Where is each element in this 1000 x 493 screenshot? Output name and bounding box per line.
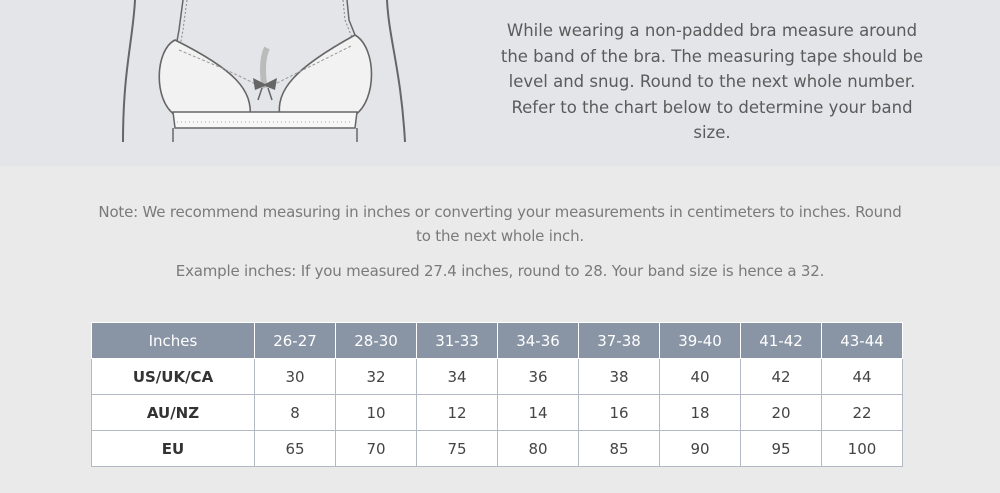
- table-cell: 20: [741, 395, 822, 431]
- table-cell: 30: [255, 359, 336, 395]
- row-header: US/UK/CA: [92, 359, 255, 395]
- table-row: [92, 359, 903, 395]
- table-cell: 44: [822, 359, 903, 395]
- column-header: 39-40: [660, 323, 741, 359]
- table-cell: 65: [255, 431, 336, 467]
- band-size-table: [91, 322, 903, 467]
- table-cell: 70: [336, 431, 417, 467]
- table-cell: 100: [822, 431, 903, 467]
- note-line: Note: We recommend measuring in inches or converting your measurements in centimeters to inches. Round: [98, 203, 902, 221]
- column-header: 31-33: [417, 323, 498, 359]
- measuring-instructions: [496, 18, 928, 146]
- column-header: 26-27: [255, 323, 336, 359]
- note-line: to the next whole inch.: [416, 227, 584, 245]
- table-cell: 32: [336, 359, 417, 395]
- table-cell: 38: [579, 359, 660, 395]
- table-cell: 40: [660, 359, 741, 395]
- instructions-line: While wearing a non-padded bra measure around: [506, 21, 918, 40]
- table-cell: 36: [498, 359, 579, 395]
- table-cell: 90: [660, 431, 741, 467]
- table-header-row: [92, 323, 903, 359]
- measurement-note: [80, 200, 920, 248]
- table-cell: 10: [336, 395, 417, 431]
- instructions-line: level and snug. Round to the next whole number.: [508, 72, 916, 91]
- column-header: 37-38: [579, 323, 660, 359]
- table-cell: 16: [579, 395, 660, 431]
- table-cell: 42: [741, 359, 822, 395]
- instructions-line: Refer to the chart below to determine your band: [511, 97, 913, 117]
- table-cell: 95: [741, 431, 822, 467]
- row-header: EU: [92, 431, 255, 467]
- column-header: 28-30: [336, 323, 417, 359]
- table-cell: 80: [498, 431, 579, 467]
- table-cell: 75: [417, 431, 498, 467]
- table-cell: 34: [417, 359, 498, 395]
- table-cell: 18: [660, 395, 741, 431]
- table-cell: 85: [579, 431, 660, 467]
- table-row: [92, 431, 903, 467]
- instructions-line: size.: [693, 123, 731, 142]
- example-text: Example inches: If you measured 27.4 inches, round to 28. Your band size is hence a 32.: [175, 262, 825, 280]
- row-header: AU/NZ: [92, 395, 255, 431]
- column-header: Inches: [92, 323, 255, 359]
- column-header: 41-42: [741, 323, 822, 359]
- instructions-line: the band of the bra. The measuring tape should be: [500, 46, 924, 66]
- table-cell: 22: [822, 395, 903, 431]
- table-cell: 14: [498, 395, 579, 431]
- bra-measuring-illustration: [115, 0, 415, 150]
- column-header: 43-44: [822, 323, 903, 359]
- column-header: 34-36: [498, 323, 579, 359]
- table-row: [92, 395, 903, 431]
- table-cell: 8: [255, 395, 336, 431]
- table-cell: 12: [417, 395, 498, 431]
